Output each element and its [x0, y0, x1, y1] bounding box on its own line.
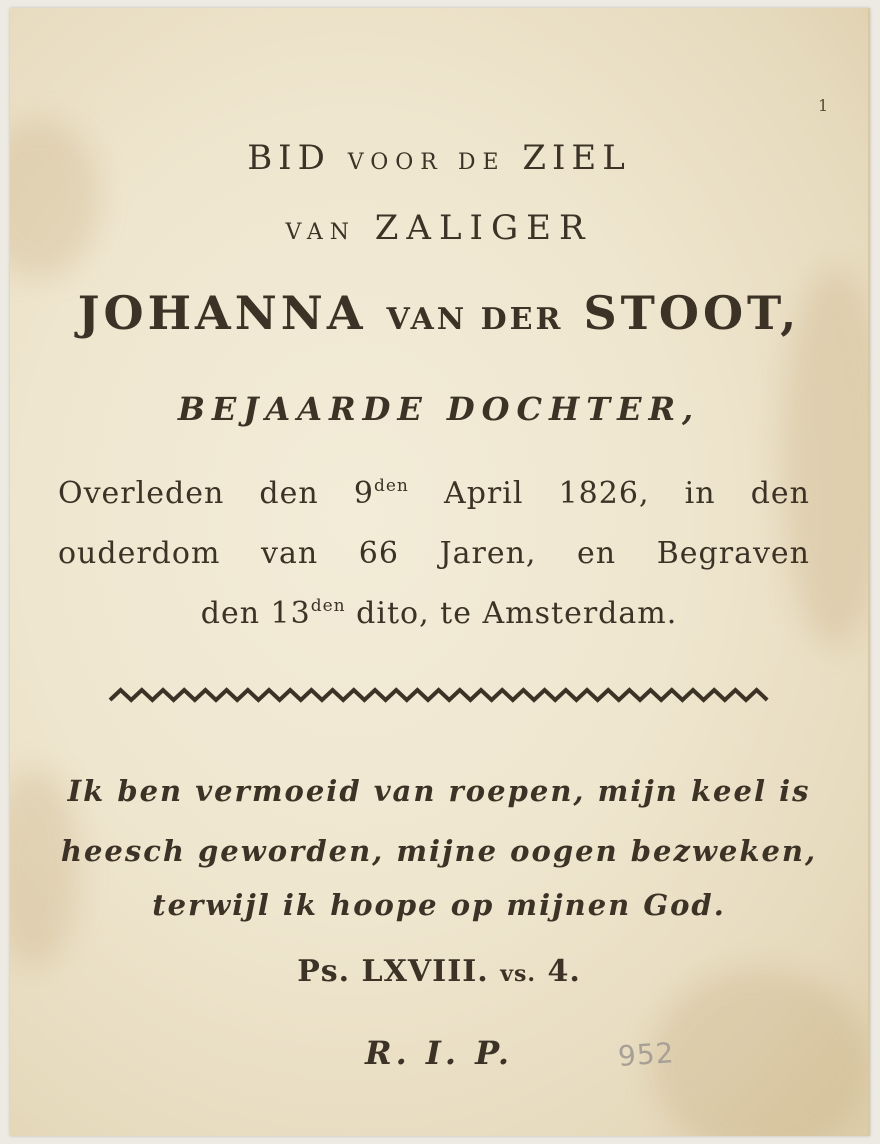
memorial-card — [10, 8, 870, 1136]
burial-text-b: dito, te Amsterdam. — [345, 596, 678, 631]
pencil-annotation: 952 — [616, 1036, 676, 1073]
psalm-ref-a: Ps. LXVIII. — [297, 954, 489, 989]
heading-word: ZIEL — [522, 138, 631, 178]
name-last: STOOT, — [583, 286, 801, 340]
verse-line-2: heesch geworden, mijne oogen bezweken, — [60, 834, 818, 868]
burial-superscript: den — [310, 596, 346, 616]
death-date-line — [58, 476, 810, 511]
wave-ornament — [108, 684, 770, 708]
heading-line-2 — [10, 208, 868, 248]
psalm-reference — [10, 954, 868, 989]
psalm-ref-vs: vs. — [500, 961, 537, 987]
verse-line-3: terwijl ik hoope op mijnen God. — [152, 888, 726, 922]
death-superscript: den — [373, 476, 409, 496]
burial-text-a: den 13 — [200, 596, 311, 631]
heading-word: ZALIGER — [374, 208, 593, 248]
name-particle: VAN DER — [386, 302, 564, 337]
heading-word: BID — [247, 138, 331, 178]
heading-small-words: VAN — [285, 220, 356, 245]
heading-line-1 — [10, 138, 868, 178]
heading-small-words: VOOR DE — [347, 150, 506, 175]
corner-mark: 1 — [818, 96, 829, 115]
name-first: JOHANNA — [77, 286, 367, 340]
psalm-ref-b: 4. — [547, 954, 581, 989]
rip-text: R. I. P. — [364, 1034, 514, 1072]
status-line: BEJAARDE DOCHTER, — [177, 390, 701, 428]
age-line: ouderdom van 66 Jaren, en Begraven — [58, 536, 810, 571]
deceased-name — [10, 286, 868, 340]
death-text-b: April 1826, in den — [408, 476, 810, 511]
burial-line — [10, 596, 868, 631]
death-text-a: Overleden den 9 — [58, 476, 374, 511]
verse-line-1: Ik ben vermoeid van roepen, mijn keel is — [67, 774, 811, 808]
